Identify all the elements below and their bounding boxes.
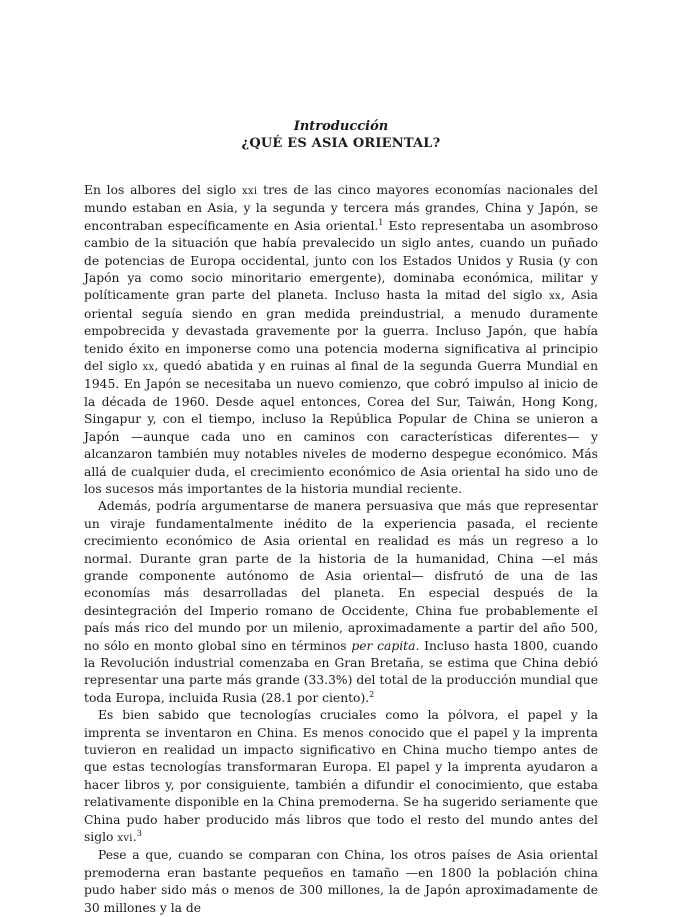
paragraph-4 — [84, 847, 598, 917]
text-run: Es bien sabido que tecnologías cruciales como la pólvora, el papel y la imprenta se inventaron en China. Es menos conocido que el papel y la imprenta tuvieron en realidad un impacto significativo en China mucho tiempo antes de que estas tecnologías transformaran Europa. El papel y la imprenta ayudaron a hacer libros y, por consiguiente, también a difundir el conocimiento, que estaba relativamente disponible en la China premoderna. Se ha sugerido seriamente que China pudo haber producido más libros que todo el resto del mundo antes del siglo — [84, 708, 598, 845]
century-numeral: xx — [549, 291, 561, 303]
text-run: En los albores del siglo — [84, 183, 242, 197]
text-run: Además, podría argumentarse de manera persuasiva que más que representar un viraje fundamentalmente inédito de la experiencia pasada, el reciente crecimiento económico de Asia oriental en realidad es más un regreso a lo normal. Durante gran parte de la historia de la humanidad, China —el más grande componente autónomo de Asia oriental— disfrutó de una de las economías más desarrolladas del planeta. En especial después de la desintegración del Imperio romano de Occidente, China fue probablemente el país más rico del mundo por un milenio, aproximadamente a partir del año 500, no sólo en monto global sino en términos — [84, 499, 598, 653]
chapter-body — [84, 182, 598, 917]
text-run: Pese a que, cuando se comparan con China, los otros países de Asia oriental premoderna eran bastante pequeños en tamaño —en 1800 la población china pudo haber sido más o menos de 300 millones, la de Japón aproximadamente de 30 millones y la de — [84, 848, 598, 915]
text-run: tres de las cinco mayores economías nacionales del mundo estaban en Asia, y la segunda y tercera más grandes, China y Japón, se encontraban específicamente en Asia oriental. — [84, 183, 598, 233]
paragraph-3 — [84, 707, 598, 847]
chapter-kicker: Introducción — [293, 119, 389, 134]
italic-term: per capita — [351, 638, 416, 653]
century-numeral: xvi — [117, 833, 133, 845]
text-run: , quedó abatida y en ruinas al final de la segunda Guerra Mundial en 1945. En Japón se necesitaba un nuevo comienzo, que cobró impulso al inicio de la década de 1960. Desde aquel entonces, Corea del Sur, Taiwán, Hong Kong, Singapur y, con el tiempo, incluso la República Popular de China se unieron a Japón —aunque cada uno en caminos con características diferentes— y alcanzaron también muy notables niveles de moderno despegue económico. Más allá de cualquier duda, el crecimiento económico de Asia oriental ha sido uno de los sucesos más importantes de la historia mundial reciente. — [84, 359, 598, 496]
text-run: . — [132, 830, 137, 845]
text-run: . Incluso hasta 1800, cuando la Revolución industrial comenzaba en Gran Bretaña, se estima que China debió representar una parte más grande (33.3%) del total de la producción mundial que toda Europa, incluida Rusia (28.1 por ciento). — [84, 638, 598, 705]
footnote-ref-1: 1 — [378, 217, 384, 227]
chapter-header — [84, 118, 598, 152]
footnote-ref-3: 3 — [136, 828, 142, 838]
paragraph-2 — [84, 498, 598, 707]
century-numeral: xxi — [241, 186, 258, 197]
book-page — [84, 0, 598, 917]
paragraph-1 — [84, 182, 598, 498]
text-run: Esto representaba un asombroso cambio de la situación que había prevalecido un siglo antes, cuando un puñado de potencias de Europa occidental, junto con los Estados Unidos y Rusia (y con Japón ya como socio minoritario emergente), dominaba económica, militar y políticamente gran parte del planeta. Incluso hasta la mitad del siglo — [84, 218, 598, 303]
century-numeral: xx — [142, 362, 155, 374]
text-run: , Asia oriental seguía siendo en gran medida preindustrial, a menudo duramente empobrecida y devastada gravemente por la guerra. Incluso Japón, que había tenido éxito en imponerse como una potencia moderna significativa al principio del siglo — [84, 288, 598, 374]
footnote-ref-2: 2 — [369, 689, 375, 699]
chapter-title: ¿QUÉ ES ASIA ORIENTAL? — [241, 136, 441, 151]
